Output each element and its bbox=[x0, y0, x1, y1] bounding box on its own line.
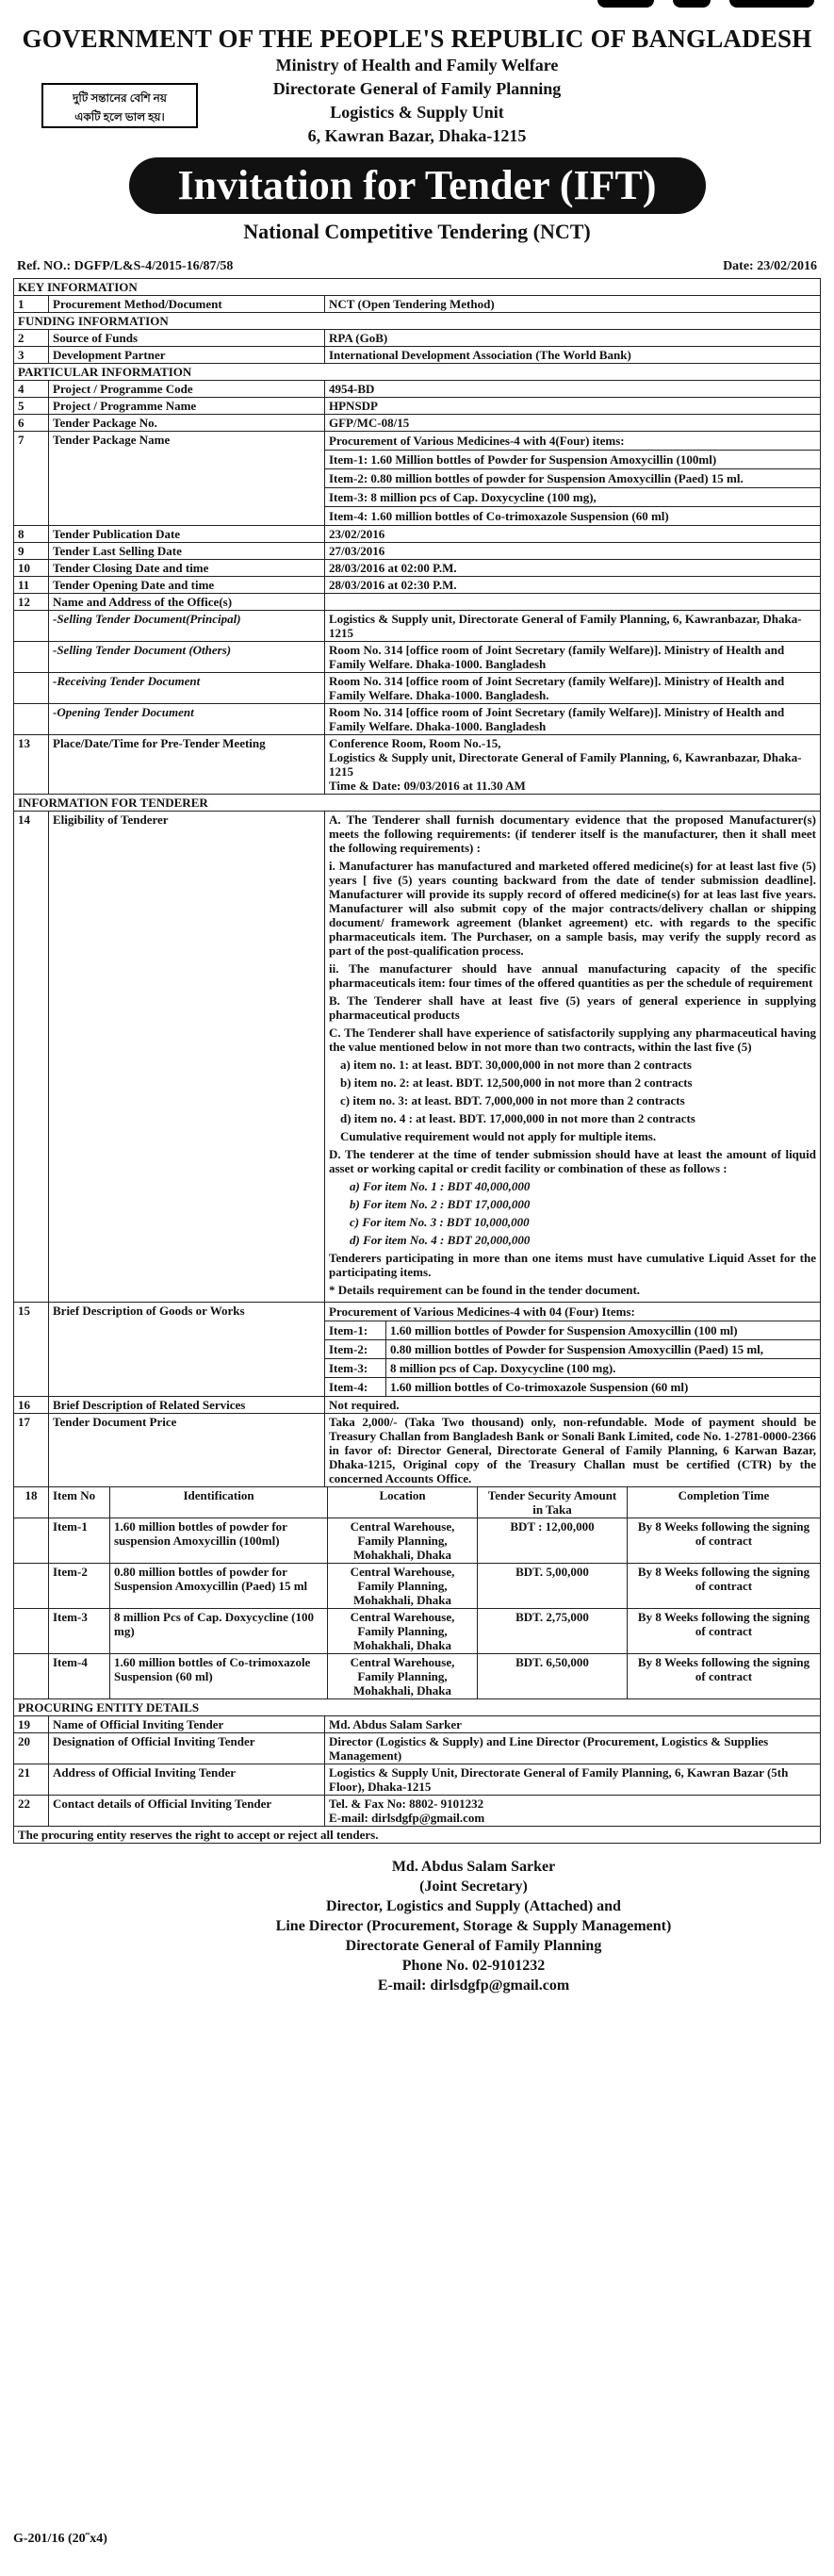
table-row bbox=[14, 330, 821, 347]
table-row bbox=[14, 398, 821, 415]
row-number: 7 bbox=[14, 432, 49, 526]
cell-identification: 1.60 million bottles of Co-trimoxazole Suspension (60 ml) bbox=[110, 1654, 328, 1699]
row-value: Conference Room, Room No.-15, Logistics & Supply unit, Directorate General of Family Planning, 6, Kawranbazar, Dhaka-1215 Time & Date: 09/03/2016 at 11.30 AM bbox=[325, 735, 821, 795]
tender-notice bbox=[13, 0, 821, 1995]
row-number: 9 bbox=[14, 543, 49, 560]
signatory-line: Director, Logistics and Supply (Attached) and bbox=[326, 1898, 621, 1914]
cell-item: Item-4 bbox=[49, 1654, 110, 1699]
table-row bbox=[14, 1764, 821, 1796]
row-value: 27/03/2016 bbox=[325, 543, 821, 560]
header-item-no: Item No bbox=[49, 1487, 110, 1518]
table-row bbox=[14, 1733, 821, 1764]
table-row bbox=[14, 735, 821, 795]
table-row bbox=[14, 347, 821, 364]
table-row bbox=[14, 1414, 821, 1487]
cell-identification: 0.80 million bottles of powder for Suspension Amoxycillin (Paed) 15 ml bbox=[110, 1564, 328, 1609]
row-value: 23/02/2016 bbox=[325, 526, 821, 543]
package-items-cell bbox=[325, 432, 821, 526]
row-value: Logistics & Supply unit, Directorate General of Family Planning, 6, Kawranbazar, Dhaka-1215 bbox=[325, 611, 821, 642]
row-number: 2 bbox=[14, 330, 49, 347]
row-number: 12 bbox=[14, 594, 49, 611]
eligibility-paragraph: c) item no. 3: at least. BDT. 7,000,000 in not more than 2 contracts bbox=[340, 1093, 685, 1108]
slogan-line-2: একটি হলে ভাল হয়। bbox=[74, 110, 165, 123]
cell-item: Item-1 bbox=[49, 1518, 110, 1564]
goods-item-key: Item-1: bbox=[325, 1321, 386, 1340]
row-label: Project / Programme Name bbox=[49, 398, 325, 415]
table-row bbox=[14, 577, 821, 594]
table-row bbox=[14, 560, 821, 577]
unit-name: Logistics & Supply Unit bbox=[330, 103, 504, 122]
office-address: 6, Kawran Bazar, Dhaka-1215 bbox=[307, 126, 527, 145]
cell-location: Central Warehouse, Family Planning, Mohakhali, Dhaka bbox=[328, 1609, 478, 1654]
eligibility-paragraph: ii. The manufacturer should have annual manufacturing capacity of the specific pharmaceuticals item: four times of the offered quantities as per the schedule of requirement bbox=[329, 961, 816, 990]
signatory-line: Line Director (Procurement, Storage & Supply Management) bbox=[275, 1918, 672, 1934]
row-number: 10 bbox=[14, 560, 49, 577]
row-value: International Development Association (The World Bank) bbox=[325, 347, 821, 364]
row-value: HPNSDP bbox=[325, 398, 821, 415]
row-label: Tender Document Price bbox=[49, 1414, 325, 1487]
package-item: Item-3: 8 million pcs of Cap. Doxycycline (100 mg), bbox=[325, 488, 820, 507]
package-item: Item-4: 1.60 million bottles of Co-trimoxazole Suspension (60 ml) bbox=[329, 509, 669, 523]
section-particular-information: PARTICULAR INFORMATION bbox=[14, 364, 821, 381]
goods-item-value: 1.60 million bottles of Co-trimoxazole Suspension (60 ml) bbox=[390, 1380, 689, 1394]
package-item: Item-1: 1.60 Million bottles of Powder for Suspension Amoxycillin (100ml) bbox=[325, 451, 820, 469]
row-label: Tender Opening Date and time bbox=[49, 577, 325, 594]
row-value: GFP/MC-08/15 bbox=[325, 415, 821, 432]
row-label: Procurement Method/Document bbox=[49, 296, 325, 313]
header-identification: Identification bbox=[110, 1487, 328, 1518]
contact-phone: Tel. & Fax No: 8802- 9101232 bbox=[329, 1797, 484, 1811]
reference-number: Ref. NO.: DGFP/L&S-4/2015-16/87/58 bbox=[17, 259, 234, 273]
signatory-line: Directorate General of Family Planning bbox=[345, 1938, 602, 1954]
notice-date: Date: 23/02/2016 bbox=[723, 259, 817, 273]
tender-info-table bbox=[13, 278, 821, 1487]
row-label: Brief Description of Goods or Works bbox=[49, 1303, 325, 1397]
cell-identification: 1.60 million bottles of powder for suspension Amoxycillin (100ml) bbox=[110, 1518, 328, 1564]
table-row bbox=[14, 812, 821, 1303]
eligibility-paragraph: B. The Tenderer shall have at least five (5) years of general experience in supplying pharmaceutical products bbox=[329, 993, 816, 1022]
section-procuring-entity: PROCURING ENTITY DETAILS bbox=[14, 1699, 821, 1716]
cell-item: Item-2 bbox=[49, 1564, 110, 1609]
eligibility-text bbox=[325, 812, 821, 1303]
cell-location: Central Warehouse, Family Planning, Mohakhali, Dhaka bbox=[328, 1564, 478, 1609]
eligibility-paragraph: i. Manufacturer has manufactured and marketed offered medicine(s) for at least last five (5) years [ five (5) years counting backward from the date of tender submission deadline]. Manufacturer will provide its supply record of offered medicine(s) for at leas last five years. Manufacturer will also submit copy of the major contracts/delivery challan or shipping document/ framework agreement (blanket agreement) etc. with regards to the specific pharmaceuticals item. The Purchaser, on a sample basis, may verify the supply record as part of the post-qualification process. bbox=[329, 859, 816, 958]
row-number: 22 bbox=[14, 1796, 49, 1827]
row-value: 28/03/2016 at 02:30 P.M. bbox=[325, 577, 821, 594]
eligibility-paragraph: * Details requirement can be found in the tender document. bbox=[329, 1283, 641, 1297]
publication-code: G-201/16 (20˝x4) bbox=[13, 2532, 107, 2546]
row-label: Contact details of Official Inviting Tender bbox=[49, 1796, 325, 1827]
table-row bbox=[14, 415, 821, 432]
goods-item-value: 1.60 million bottles of Powder for Suspension Amoxycillin (100 ml) bbox=[386, 1321, 821, 1340]
row-number: 6 bbox=[14, 415, 49, 432]
table-row bbox=[14, 642, 821, 673]
reference-row bbox=[13, 259, 821, 274]
signatory-phone: Phone No. 02-9101232 bbox=[401, 1958, 546, 1974]
row-label: Tender Closing Date and time bbox=[49, 560, 325, 577]
table-row bbox=[14, 594, 821, 611]
eligibility-paragraph: D. The tenderer at the time of tender submission should have at least the amount of liquid asset or working capital or credit facility or combination of these as follows : bbox=[329, 1147, 816, 1175]
contact-email: E-mail: dirlsdgfp@gmail.com bbox=[329, 1811, 485, 1825]
row-number: 20 bbox=[14, 1733, 49, 1764]
table-row bbox=[14, 1796, 821, 1827]
table-row bbox=[14, 704, 821, 735]
contact-details bbox=[325, 1796, 821, 1827]
row-label: Name and Address of the Office(s) bbox=[49, 594, 325, 611]
row-value: Room No. 314 [office room of Joint Secretary (family Welfare)]. Ministry of Health and Family Welfare. Dhaka-1000. Bangladesh bbox=[325, 704, 821, 735]
table-row bbox=[14, 1564, 821, 1609]
table-row bbox=[14, 1303, 821, 1397]
signatory-name: Md. Abdus Salam Sarker bbox=[391, 1859, 556, 1875]
row-number: 1 bbox=[14, 296, 49, 313]
cell-item: Item-3 bbox=[49, 1609, 110, 1654]
table-row bbox=[14, 526, 821, 543]
row-number: 21 bbox=[14, 1764, 49, 1796]
directorate-name: Directorate General of Family Planning bbox=[272, 79, 562, 98]
reserve-right-note: The procuring entity reserves the right to accept or reject all tenders. bbox=[14, 1827, 821, 1844]
row-value: Taka 2,000/- (Taka Two thousand) only, non-refundable. Mode of payment should be Treasury Challan from Bangladesh Bank or Sonali Bank Limited, code No. 1-2781-0000-2366 in favor of: Director General, Directorate General of Family Planning, 6 Karwan Bazar, Dhaka-1215, Original copy of the Treasury Challan must be certified (CTR) by the concerned Accounts Office. bbox=[325, 1414, 821, 1487]
row-label: Eligibility of Tenderer bbox=[49, 812, 325, 1303]
package-intro: Procurement of Various Medicines-4 with 4(Four) items: bbox=[325, 432, 820, 451]
header-completion-time: Completion Time bbox=[628, 1487, 821, 1518]
eligibility-paragraph: C. The Tenderer shall have experience of satisfactorily supplying any pharmaceutical having the value mentioned below in not more than two contracts, within the last five (5) bbox=[329, 1025, 816, 1054]
cell-completion: By 8 Weeks following the signing of contract bbox=[628, 1654, 821, 1699]
cell-location: Central Warehouse, Family Planning, Mohakhali, Dhaka bbox=[328, 1518, 478, 1564]
cell-completion: By 8 Weeks following the signing of contract bbox=[628, 1564, 821, 1609]
slogan-line-1: দুটি সন্তানের বেশি নয় bbox=[73, 91, 167, 105]
cell-completion: By 8 Weeks following the signing of contract bbox=[628, 1609, 821, 1654]
table-row bbox=[14, 673, 821, 704]
row-number: 4 bbox=[14, 381, 49, 398]
section-key-information: KEY INFORMATION bbox=[14, 279, 821, 296]
section-funding-information: FUNDING INFORMATION bbox=[14, 313, 821, 330]
table-row bbox=[14, 1609, 821, 1654]
signature-block bbox=[13, 1857, 821, 1995]
family-planning-slogan-box bbox=[41, 83, 198, 128]
row-number: 19 bbox=[14, 1716, 49, 1733]
row-label: Address of Official Inviting Tender bbox=[49, 1764, 325, 1796]
row-label: Tender Package Name bbox=[49, 432, 325, 526]
eligibility-paragraph: A. The Tenderer shall furnish documentary evidence that the proposed Manufacturer(s) meets the following requirements: (if tenderer itself is the manufacturer, then it shall meet the following requirements) : bbox=[329, 812, 816, 855]
row-label: Brief Description of Related Services bbox=[49, 1397, 325, 1414]
goods-item-key: Item-3: bbox=[325, 1359, 386, 1378]
cell-location: Central Warehouse, Family Planning, Mohakhali, Dhaka bbox=[328, 1654, 478, 1699]
row-number: 8 bbox=[14, 526, 49, 543]
goods-item-key: Item-2: bbox=[325, 1340, 386, 1359]
cell-security: BDT. 2,75,000 bbox=[478, 1609, 628, 1654]
goods-item-value: 0.80 million bottles of Powder for Suspension Amoxycillin (Paed) 15 ml, bbox=[386, 1340, 821, 1359]
ministry-name: Ministry of Health and Family Welfare bbox=[275, 56, 559, 74]
eligibility-paragraph: a) item no. 1: at least. BDT. 30,000,000 in not more than 2 contracts bbox=[340, 1058, 692, 1072]
row-value: RPA (GoB) bbox=[325, 330, 821, 347]
procuring-entity-table bbox=[13, 1699, 821, 1844]
eligibility-paragraph: d) For item No. 4 : BDT 20,000,000 bbox=[350, 1233, 531, 1247]
table-row bbox=[14, 1518, 821, 1564]
eligibility-paragraph: b) item no. 2: at least. BDT. 12,500,000 in not more than 2 contracts bbox=[340, 1075, 693, 1090]
row-value: Logistics & Supply Unit, Directorate General of Family Planning, 6, Kawran Bazar (5th Floor), Dhaka-1215 bbox=[325, 1764, 821, 1796]
row-number: 17 bbox=[14, 1414, 49, 1487]
goods-item-value: 8 million pcs of Cap. Doxycycline (100 mg). bbox=[386, 1359, 821, 1378]
table-row bbox=[14, 381, 821, 398]
table-row bbox=[14, 432, 821, 526]
row-value: NCT (Open Tendering Method) bbox=[325, 296, 821, 313]
eligibility-paragraph: c) For item No. 3 : BDT 10,000,000 bbox=[350, 1215, 530, 1229]
row-label: Project / Programme Code bbox=[49, 381, 325, 398]
row-label: -Receiving Tender Document bbox=[49, 673, 325, 704]
row-label: Tender Publication Date bbox=[49, 526, 325, 543]
goods-item-key: Item-4: bbox=[325, 1378, 386, 1397]
government-title: GOVERNMENT OF THE PEOPLE'S REPUBLIC OF BANGLADESH bbox=[22, 25, 812, 53]
eligibility-paragraph: b) For item No. 2 : BDT 17,000,000 bbox=[350, 1197, 531, 1211]
row-number: 3 bbox=[14, 347, 49, 364]
table-row bbox=[14, 543, 821, 560]
goods-schedule-table bbox=[13, 1487, 821, 1699]
row-label: Name of Official Inviting Tender bbox=[49, 1716, 325, 1733]
row-number: 15 bbox=[14, 1303, 49, 1397]
row-number: 11 bbox=[14, 577, 49, 594]
cell-completion: By 8 Weeks following the signing of contract bbox=[628, 1518, 821, 1564]
row-number: 13 bbox=[14, 735, 49, 795]
row-value: Not required. bbox=[325, 1397, 821, 1414]
table-row bbox=[14, 611, 821, 642]
row-label: Designation of Official Inviting Tender bbox=[49, 1733, 325, 1764]
row-value: Md. Abdus Salam Sarker bbox=[325, 1716, 821, 1733]
row-label: Tender Last Selling Date bbox=[49, 543, 325, 560]
row-label: Development Partner bbox=[49, 347, 325, 364]
header-location: Location bbox=[328, 1487, 478, 1518]
table-row bbox=[14, 1716, 821, 1733]
row-value: Room No. 314 [office room of Joint Secretary (family Welfare)]. Ministry of Health and Family Welfare. Dhaka-1000. Bangladesh. bbox=[325, 673, 821, 704]
row-label: -Opening Tender Document bbox=[49, 704, 325, 735]
eligibility-paragraph: Cumulative requirement would not apply for multiple items. bbox=[340, 1129, 657, 1143]
eligibility-paragraph: d) item no. 4 : at least. BDT. 17,000,000 in not more than 2 contracts bbox=[340, 1111, 695, 1125]
signatory-role: (Joint Secretary) bbox=[419, 1879, 528, 1895]
row-value: Director (Logistics & Supply) and Line Director (Procurement, Logistics & Supplies Management) bbox=[325, 1733, 821, 1764]
ift-title-banner: Invitation for Tender (IFT) bbox=[129, 157, 706, 214]
header-tender-security: Tender Security Amount in Taka bbox=[478, 1487, 628, 1518]
row-number: 16 bbox=[14, 1397, 49, 1414]
row-value: Room No. 314 [office room of Joint Secretary (family Welfare)]. Ministry of Health and Family Welfare. Dhaka-1000. Bangladesh bbox=[325, 642, 821, 673]
row-label: -Selling Tender Document(Principal) bbox=[49, 611, 325, 642]
row-number: 14 bbox=[14, 812, 49, 1303]
row-number: 5 bbox=[14, 398, 49, 415]
package-item: Item-2: 0.80 million bottles of powder for Suspension Amoxycillin (Paed) 15 ml. bbox=[325, 469, 820, 488]
cell-identification: 8 million Pcs of Cap. Doxycycline (100 mg) bbox=[110, 1609, 328, 1654]
row-value: 4954-BD bbox=[325, 381, 821, 398]
cell-security: BDT. 6,50,000 bbox=[478, 1654, 628, 1699]
nct-subtitle: National Competitive Tendering (NCT) bbox=[243, 220, 591, 243]
cell-security: BDT. 5,00,000 bbox=[478, 1564, 628, 1609]
table-row bbox=[14, 296, 821, 313]
row-label: -Selling Tender Document (Others) bbox=[49, 642, 325, 673]
table-row bbox=[14, 1397, 821, 1414]
table-row bbox=[14, 1654, 821, 1699]
row-label: Tender Package No. bbox=[49, 415, 325, 432]
goods-description-cell bbox=[325, 1303, 821, 1397]
eligibility-paragraph: Tenderers participating in more than one items must have cumulative Liquid Asset for the participating items. bbox=[329, 1251, 816, 1279]
goods-intro: Procurement of Various Medicines-4 with 04 (Four) Items: bbox=[325, 1303, 820, 1321]
cell-security: BDT : 12,00,000 bbox=[478, 1518, 628, 1564]
eligibility-paragraph: a) For item No. 1 : BDT 40,000,000 bbox=[350, 1179, 531, 1193]
row-number: 18 bbox=[14, 1487, 49, 1518]
row-label: Place/Date/Time for Pre-Tender Meeting bbox=[49, 735, 325, 795]
row-label: Source of Funds bbox=[49, 330, 325, 347]
top-border-decoration bbox=[13, 0, 821, 13]
section-information-for-tenderer: INFORMATION FOR TENDERER bbox=[14, 795, 821, 812]
signatory-email: E-mail: dirlsdgfp@gmail.com bbox=[377, 1977, 570, 1994]
row-value: 28/03/2016 at 02:00 P.M. bbox=[325, 560, 821, 577]
